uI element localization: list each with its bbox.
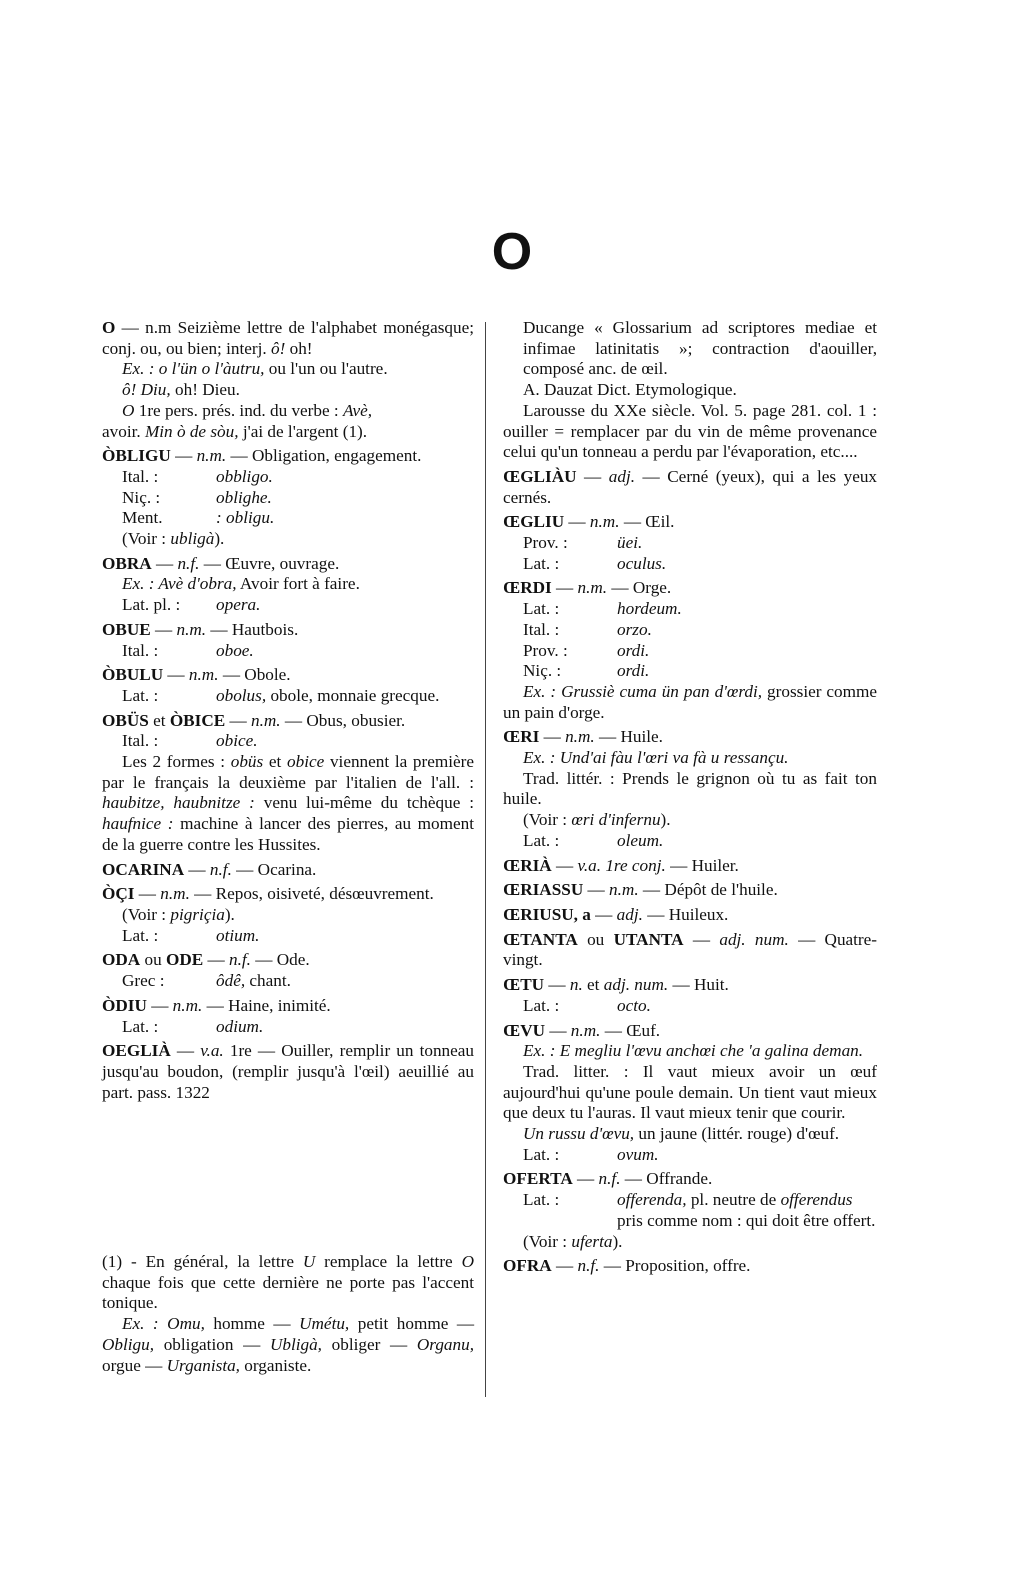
lang-word: offerenda, — [617, 1190, 687, 1210]
note-word: haubitze, haubnitze : — [102, 793, 255, 813]
conjugation: 1re conj. — [605, 855, 666, 875]
entry-obulu: ÒBULU — n.m. — Obole. — [102, 665, 291, 685]
entry-oetu: ŒTU — n. et adj. num. — Huit. — [503, 975, 729, 995]
example-word: Umétu, — [299, 1314, 350, 1334]
part-of-speech: n.f. — [209, 859, 232, 879]
part-of-speech: v.a. — [577, 855, 602, 875]
example-word: Urganista, — [166, 1355, 240, 1375]
example-gloss: obligation — — [154, 1334, 270, 1354]
headword: UTANTA — [613, 929, 684, 949]
reference-ducange: Ducange « Glossarium ad scriptores mediae et infimae latinitatis »; contraction d'aouiller, composé anc. de œil. — [523, 318, 877, 379]
note-text: machine à lancer des pierres, au moment de la guerre contre les Hussites. — [102, 814, 474, 854]
see-also-label: (Voir : — [122, 904, 171, 924]
translation-row — [102, 467, 474, 488]
example-gloss: homme — — [204, 1314, 300, 1334]
example-text: Min ò de sòu, — [144, 421, 239, 441]
conjunction: et — [582, 975, 604, 995]
lang-word: oculus. — [617, 553, 667, 573]
part-of-speech: adj. num. — [603, 975, 669, 995]
headword: ÒBICE — [169, 710, 226, 730]
lang-word: offerendus — [780, 1190, 853, 1210]
lang-word: otium. — [216, 925, 260, 945]
see-also-word: œri d'infernu — [571, 810, 661, 830]
translation-row — [503, 641, 877, 662]
definition: — Obole. — [222, 665, 291, 685]
conjunction: et — [148, 710, 170, 730]
translation-row — [503, 620, 877, 641]
see-also-end: ). — [214, 529, 225, 549]
translation-row — [503, 1145, 877, 1166]
definition: — Dépôt de l'huile. — [642, 880, 778, 900]
see-also-word: pigriçia — [170, 904, 225, 924]
lang-word: : obligu. — [216, 508, 275, 528]
example-text: o l'ün o l'àutru, — [154, 359, 265, 379]
reference-dauzat: A. Dauzat Dict. Etymologique. — [523, 380, 737, 400]
headword: ODA — [102, 950, 141, 970]
column-divider — [485, 322, 486, 1397]
headword: ÒBLIGU — [102, 446, 171, 466]
entry-oeriassu: ŒRIASSU — n.m. — Dépôt de l'huile. — [503, 880, 778, 900]
headword: ŒVU — [503, 1020, 546, 1040]
footnote-letter: O — [461, 1252, 475, 1271]
see-also-end: ). — [660, 810, 671, 830]
translation-row — [503, 599, 877, 620]
example-label: Ex. : — [122, 1314, 159, 1334]
headword: OFRA — [503, 1256, 552, 1276]
see-also-word: ubligà — [170, 529, 215, 549]
lang-word: obice. — [216, 731, 258, 751]
entry-obue: OBUE — n.m. — Hautbois. — [102, 619, 299, 639]
headword: OEGLIÀ — [102, 1041, 171, 1061]
footnote-letter: U — [302, 1252, 316, 1271]
entry-ocarina: OCARINA — n.f. — Ocarina. — [102, 859, 317, 879]
conjunction: ou — [577, 929, 614, 949]
lang-word: ovum. — [617, 1144, 659, 1164]
part-of-speech: adj. num. — [719, 929, 789, 949]
entry-oferta: OFERTA — n.f. — Offrande. — [503, 1169, 713, 1189]
part-of-speech: n.m. — [251, 710, 281, 730]
definition: — Obus, obusier. — [284, 710, 406, 730]
note-text: viennent la première par le français la deuxième par l'italien de l'all. : — [102, 752, 475, 792]
example-translation: ou l'un ou l'autre. — [264, 359, 388, 379]
entry-oegliau: ŒGLIÀU — adj. — Cerné (yeux), qui a les yeux cernés. — [503, 466, 878, 507]
definition: — Orge. — [611, 578, 672, 598]
headword: ÒÇI — [102, 884, 135, 904]
definition: 1re — Ouiller, remplir un tonneau jusqu'au boudon, (remplir jusqu'à l'œil) aeuillié au part. pass. 1322 — [102, 1041, 474, 1102]
part-of-speech: n.f. — [598, 1169, 621, 1189]
part-of-speech: n.f. — [229, 950, 251, 970]
entry-oeria: ŒRIÀ — v.a. 1re conj. — Huiler. — [503, 855, 739, 875]
headword: ŒGLIU — [503, 512, 565, 532]
translation-row — [503, 1190, 877, 1231]
footnote-text — [102, 1252, 474, 1314]
lang-word: octo. — [617, 995, 651, 1015]
definition: — Cerné (yeux), qui a les yeux cernés. — [503, 466, 878, 507]
lang-word: obolus, — [216, 685, 267, 705]
translation-row — [102, 686, 474, 707]
literal-translation: Trad. litter. : Il vaut mieux avoir un œuf aujourd'hui qu'une poule demain. Un tient vaut mieux que deux tu l'auras. Il vaut mieux tenir que courir. — [503, 1061, 877, 1123]
headword: O — [102, 318, 116, 337]
lang-label: Lat. : — [122, 685, 159, 705]
conjugation-note-cont — [102, 422, 474, 443]
example-label: Ex. : — [122, 359, 155, 379]
part-of-speech: adj. — [608, 466, 636, 486]
example — [503, 1124, 877, 1145]
footnote-examples — [102, 1314, 474, 1376]
lang-label: Lat. : — [523, 1144, 560, 1164]
see-also-word: uferta — [571, 1231, 613, 1251]
lang-label: Niç. : — [122, 487, 161, 507]
entry-oegliu: ŒGLIU — n.m. — Œil. — [503, 512, 675, 532]
see-also-label: (Voir : — [523, 810, 572, 830]
conjunction: ou — [140, 950, 166, 970]
part-of-speech: n.m. — [196, 446, 227, 466]
lang-gloss: obole, monnaie grecque. — [266, 685, 440, 705]
example-text: Ex. : Grussiè cuma ün pan d'œrdi, — [523, 681, 763, 701]
lang-word: hordeum. — [617, 599, 682, 619]
example-translation: Avoir fort à faire. — [236, 574, 360, 594]
form-description: 1re pers. prés. ind. du verbe : — [134, 400, 339, 420]
see-also — [503, 810, 877, 831]
part-of-speech: n.m. — [570, 1020, 601, 1040]
example-text: ô! Diu, — [122, 380, 171, 400]
see-also-end: ). — [612, 1231, 623, 1251]
see-also — [102, 529, 474, 550]
headword: ŒRIUSU, a — [503, 904, 591, 924]
definition: — Hautbois. — [210, 619, 299, 639]
example-translation: grossier comme un pain d'orge. — [503, 681, 877, 722]
part-of-speech: n.m. — [589, 512, 620, 532]
headword: OBRA — [102, 553, 152, 573]
lang-word: oblighe. — [216, 487, 272, 507]
headword: ÒBULU — [102, 665, 164, 685]
entry-oetanta: ŒTANTA ou UTANTA — adj. num. — Quatre-vingt. — [503, 929, 878, 970]
headword: ODE — [165, 950, 204, 970]
translation-row — [102, 926, 474, 947]
headword: OBUE — [102, 619, 151, 639]
entry-oeriusu: ŒRIUSU, a — adj. — Huileux. — [503, 904, 729, 924]
example-gloss: petit homme — — [349, 1314, 475, 1334]
lang-word: ordi. — [617, 640, 650, 660]
translation-row — [503, 996, 877, 1017]
translation-row — [102, 488, 474, 509]
interjection: ô! — [270, 338, 286, 358]
entry-oda: ODA ou ODE — n.f. — Ode. — [102, 950, 310, 970]
note-text: venu lui-même du tchèque : — [254, 793, 474, 813]
lang-word: ordi. — [617, 661, 650, 681]
lang-word: orzo. — [617, 619, 652, 639]
lang-label: Lat. : — [523, 599, 560, 619]
translation-row — [102, 595, 474, 616]
definition: — Haine, inimité. — [206, 995, 331, 1015]
entry-obra: OBRA — n.f. — Œuvre, ouvrage. — [102, 553, 340, 573]
entry-oeglia: OEGLIÀ — v.a. 1re — Ouiller, remplir un tonneau jusqu'au boudon, (remplir jusqu'à l'œil) aeuillié au part. pass. 1322 — [102, 1041, 474, 1102]
translation-row — [102, 641, 474, 662]
etymology-note — [102, 752, 474, 856]
example-translation: j'ai de l'argent (1). — [238, 421, 368, 441]
translation-row — [102, 971, 474, 992]
definition: — Huit. — [672, 975, 729, 995]
lang-label: Lat. : — [523, 553, 560, 573]
headword: ÒDIU — [102, 995, 147, 1015]
example: Ex. : E megliu l'œvu anchœi che 'a galina deman. — [523, 1041, 864, 1061]
part-of-speech: n.f. — [177, 553, 200, 573]
part-of-speech: n.m. — [188, 665, 219, 685]
lang-label: Ment. — [122, 508, 163, 528]
lang-word: üei. — [617, 533, 643, 553]
entry-oerdi: ŒRDI — n.m. — Orge. — [503, 578, 672, 598]
part-of-speech: n.m. — [160, 884, 190, 904]
entry-odiu: ÒDIU — n.m. — Haine, inimité. — [102, 995, 331, 1015]
see-also — [503, 1232, 877, 1253]
verb-translation: avoir. — [102, 421, 141, 441]
headword: ŒRI — [503, 727, 540, 747]
definition: — Quatre-vingt. — [503, 929, 878, 970]
headword: ŒTANTA — [503, 929, 578, 949]
lang-label: Lat. : — [122, 925, 159, 945]
footnote-part: chaque fois que cette dernière ne porte pas l'accent tonique. — [102, 1272, 474, 1313]
translation-row — [503, 554, 877, 575]
part-of-speech: n.m. — [172, 995, 203, 1015]
definition: — Œuf. — [604, 1020, 661, 1040]
lang-label: Lat. : — [523, 995, 560, 1015]
page-letter: O — [491, 223, 533, 281]
entry-oci: ÒÇI — n.m. — Repos, oisiveté, désœuvrement. — [102, 884, 434, 904]
lang-label: Ital. : — [523, 619, 560, 639]
example-gloss: orgue — — [102, 1355, 167, 1375]
headword: OCARINA — [102, 859, 185, 879]
interjection-translation: oh! — [285, 338, 313, 358]
part-of-speech: n.m. — [577, 578, 608, 598]
verb: Avè, — [343, 400, 373, 420]
headword: ŒRIASSU — [503, 880, 584, 900]
lang-gloss: pris comme nom : qui doit être offert. — [617, 1210, 876, 1230]
lang-gloss: chant. — [245, 971, 291, 991]
oeglia-continued — [503, 318, 877, 380]
lang-word: ôdê, — [216, 971, 246, 991]
note-word: obice — [287, 752, 325, 772]
footnote-part: remplace la lettre — [315, 1252, 462, 1271]
lang-label: Ital. : — [122, 466, 159, 486]
lang-label: Ital. : — [122, 640, 159, 660]
form: O — [122, 400, 135, 420]
example-word: Organu, — [416, 1334, 474, 1354]
entry-obus: OBÜS et ÒBICE — n.m. — Obus, obusier. — [102, 710, 406, 730]
lang-word: odium. — [216, 1016, 264, 1036]
note-text: Les 2 formes : — [122, 752, 231, 772]
entry-obligu: ÒBLIGU — n.m. — Obligation, engagement. — [102, 446, 422, 466]
translation-row — [503, 661, 877, 682]
headword: OFERTA — [503, 1169, 573, 1189]
definition: — Huileux. — [647, 904, 729, 924]
example-word: Obligu, — [102, 1334, 155, 1354]
example — [102, 574, 474, 595]
see-also — [102, 905, 474, 926]
entry-o — [102, 318, 474, 359]
headword: OBÜS — [102, 710, 149, 730]
left-column — [102, 318, 474, 1103]
reference-larousse: Larousse du XXe siècle. Vol. 5. page 281. col. 1 : ouiller = remplacer par du vin de même provenance celui qu'un tonneau a perdu par l'évaporation, etc.... — [503, 400, 877, 462]
translation-row — [102, 731, 474, 752]
lang-label: Lat. : — [122, 1016, 159, 1036]
example-gloss: obliger — — [321, 1334, 417, 1354]
translation-row — [503, 533, 877, 554]
example-translation: oh! Dieu. — [170, 380, 240, 400]
see-also-end: ). — [224, 904, 235, 924]
definition: — Huiler. — [670, 855, 739, 875]
note-word: obüs — [230, 752, 264, 772]
headword: ŒGLIÀU — [503, 466, 577, 486]
footnote-part: (1) - En général, la lettre — [102, 1252, 303, 1271]
definition: — Huile. — [598, 727, 663, 747]
part-of-speech: v.a. — [200, 1041, 224, 1061]
footnote — [102, 1252, 474, 1376]
definition: — n.m Seizième lettre de l'alphabet monégasque; conj. ou, ou bien; interj. — [102, 318, 475, 358]
lang-label: Ital. : — [122, 731, 159, 751]
entry-ofra: OFRA — n.f. — Proposition, offre. — [503, 1256, 751, 1276]
conjugation-note — [102, 401, 474, 422]
entry-oevu: ŒVU — n.m. — Œuf. — [503, 1020, 661, 1040]
definition: — Ode. — [255, 950, 310, 970]
definition: — Obligation, engagement. — [230, 446, 422, 466]
example-word: Omu, — [158, 1314, 205, 1334]
lang-label: Niç. : — [523, 661, 562, 681]
see-also-label: (Voir : — [523, 1231, 572, 1251]
lang-label: Grec : — [122, 971, 165, 991]
part-of-speech: n.m. — [565, 727, 595, 747]
lang-label: Lat. pl. : — [122, 595, 181, 615]
example-word: Ubligà, — [269, 1334, 322, 1354]
lang-gloss: pl. neutre de — [686, 1190, 781, 1210]
part-of-speech: n. — [569, 975, 583, 995]
entry-oeri: ŒRI — n.m. — Huile. — [503, 727, 663, 747]
lang-word: opera. — [216, 595, 261, 615]
translation-row — [102, 1017, 474, 1038]
definition: — Œil. — [623, 512, 675, 532]
definition: — Ocarina. — [236, 859, 317, 879]
part-of-speech: n.m. — [609, 880, 639, 900]
example — [503, 748, 877, 769]
lang-label: Prov. : — [523, 533, 568, 553]
lang-word: oleum. — [617, 830, 664, 850]
example-text: Ex. : Und'ai fàu l'œri va fà u ressançu. — [523, 748, 789, 768]
see-also-label: (Voir : — [122, 529, 171, 549]
note-word: haufnice : — [102, 814, 174, 834]
headword: ŒRDI — [503, 578, 552, 598]
headword: ŒRIÀ — [503, 855, 552, 875]
example-gloss: organiste. — [239, 1355, 312, 1375]
translation-row — [503, 831, 877, 852]
part-of-speech: n.f. — [577, 1256, 600, 1276]
part-of-speech: n.m. — [176, 619, 207, 639]
example-translation: un jaune (littér. rouge) d'œuf. — [634, 1124, 840, 1144]
part-of-speech: adj. — [616, 904, 643, 924]
headword: ŒTU — [503, 975, 545, 995]
definition: — Repos, oisiveté, désœuvrement. — [194, 884, 434, 904]
note-text: et — [263, 752, 288, 772]
lang-label: Lat. : — [523, 830, 560, 850]
right-column — [503, 318, 877, 1277]
lang-word: oboe. — [216, 640, 254, 660]
example — [503, 682, 877, 723]
example-text: Ex. : Avè d'obra, — [122, 574, 237, 594]
translation-row — [102, 508, 474, 529]
definition: — Offrande. — [624, 1169, 713, 1189]
definition: — Proposition, offre. — [603, 1256, 751, 1276]
example — [102, 359, 474, 400]
literal-translation: Trad. littér. : Prends le grignon où tu as fait ton huile. — [503, 768, 877, 809]
example-text: Un russu d'œvu, — [523, 1124, 635, 1144]
lang-label: Prov. : — [523, 640, 568, 660]
lang-label: Lat. : — [523, 1190, 560, 1210]
lang-word: obbligo. — [216, 466, 273, 486]
definition: — Œuvre, ouvrage. — [203, 553, 340, 573]
